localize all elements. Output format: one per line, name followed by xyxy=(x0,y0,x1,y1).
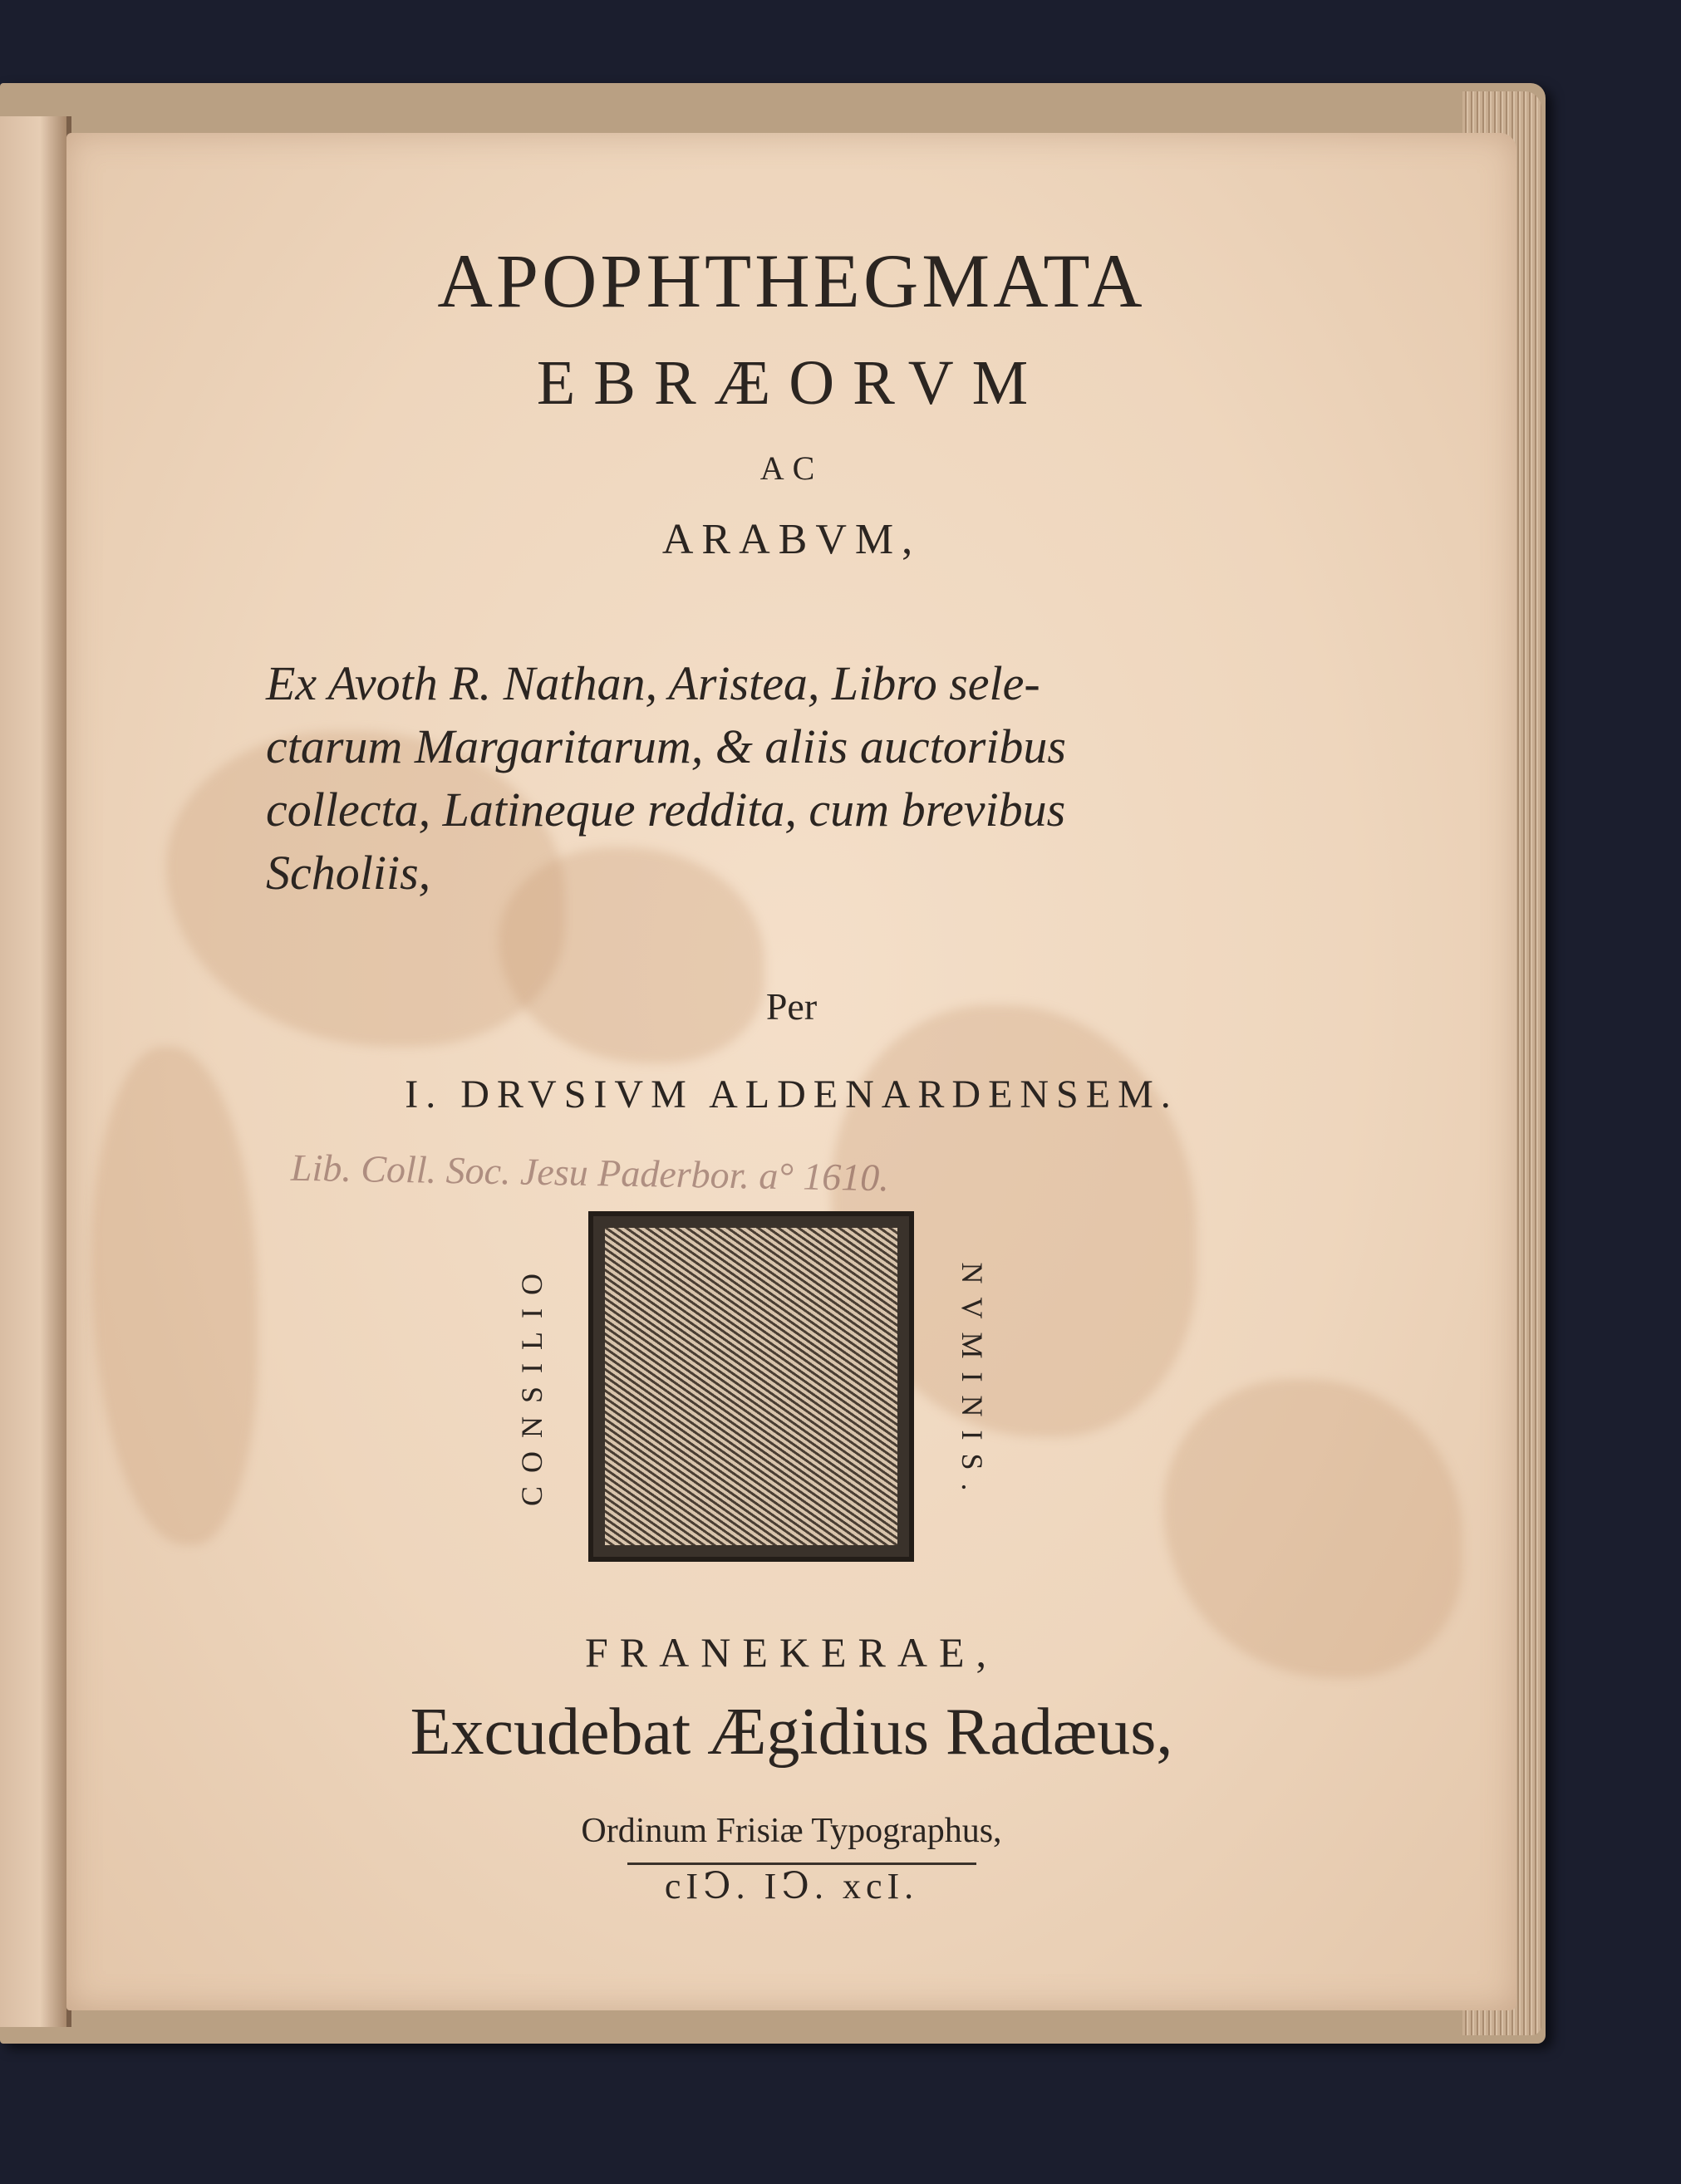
imprint-year: cIↃ. IↃ. xcI. xyxy=(664,1866,919,1907)
imprint-place: FRANEKERAE, xyxy=(584,1629,999,1676)
motto-right-text: NVMINIS. xyxy=(956,1262,989,1504)
title-line-1: APOPHTHEGMATA xyxy=(437,238,1146,323)
imprint-printer: Excudebat Ægidius Radæus, xyxy=(410,1696,1173,1769)
handwritten-ownership-note: Lib. Coll. Soc. Jesu Paderbor. a° 1610. xyxy=(290,1146,890,1200)
per-label: Per xyxy=(765,985,818,1028)
subtitle-line: Ex Avoth R. Nathan, Aristea, Libro sele- xyxy=(266,656,1040,710)
left-page-leaf xyxy=(0,116,71,2027)
title-line-3: AC xyxy=(759,449,823,487)
title-line-2: EBRÆORVM xyxy=(536,348,1047,418)
subtitle-line: collecta, Latineque reddita, cum brevibus xyxy=(266,783,1066,837)
motto-left-text: CONSILIO xyxy=(515,1260,548,1506)
author-name: I. DRVSIVM ALDENARDENSEM. xyxy=(405,1072,1178,1117)
imprint-rule xyxy=(627,1863,976,1865)
title-line-4: ARABVM, xyxy=(661,516,922,563)
imprint-block xyxy=(66,0,1516,2184)
subtitle-line: Scholiis, xyxy=(266,846,431,900)
subtitle-line: ctarum Margaritarum, & aliis auctoribus xyxy=(266,719,1066,773)
imprint-role: Ordinum Frisiæ Typographus, xyxy=(581,1812,1002,1850)
